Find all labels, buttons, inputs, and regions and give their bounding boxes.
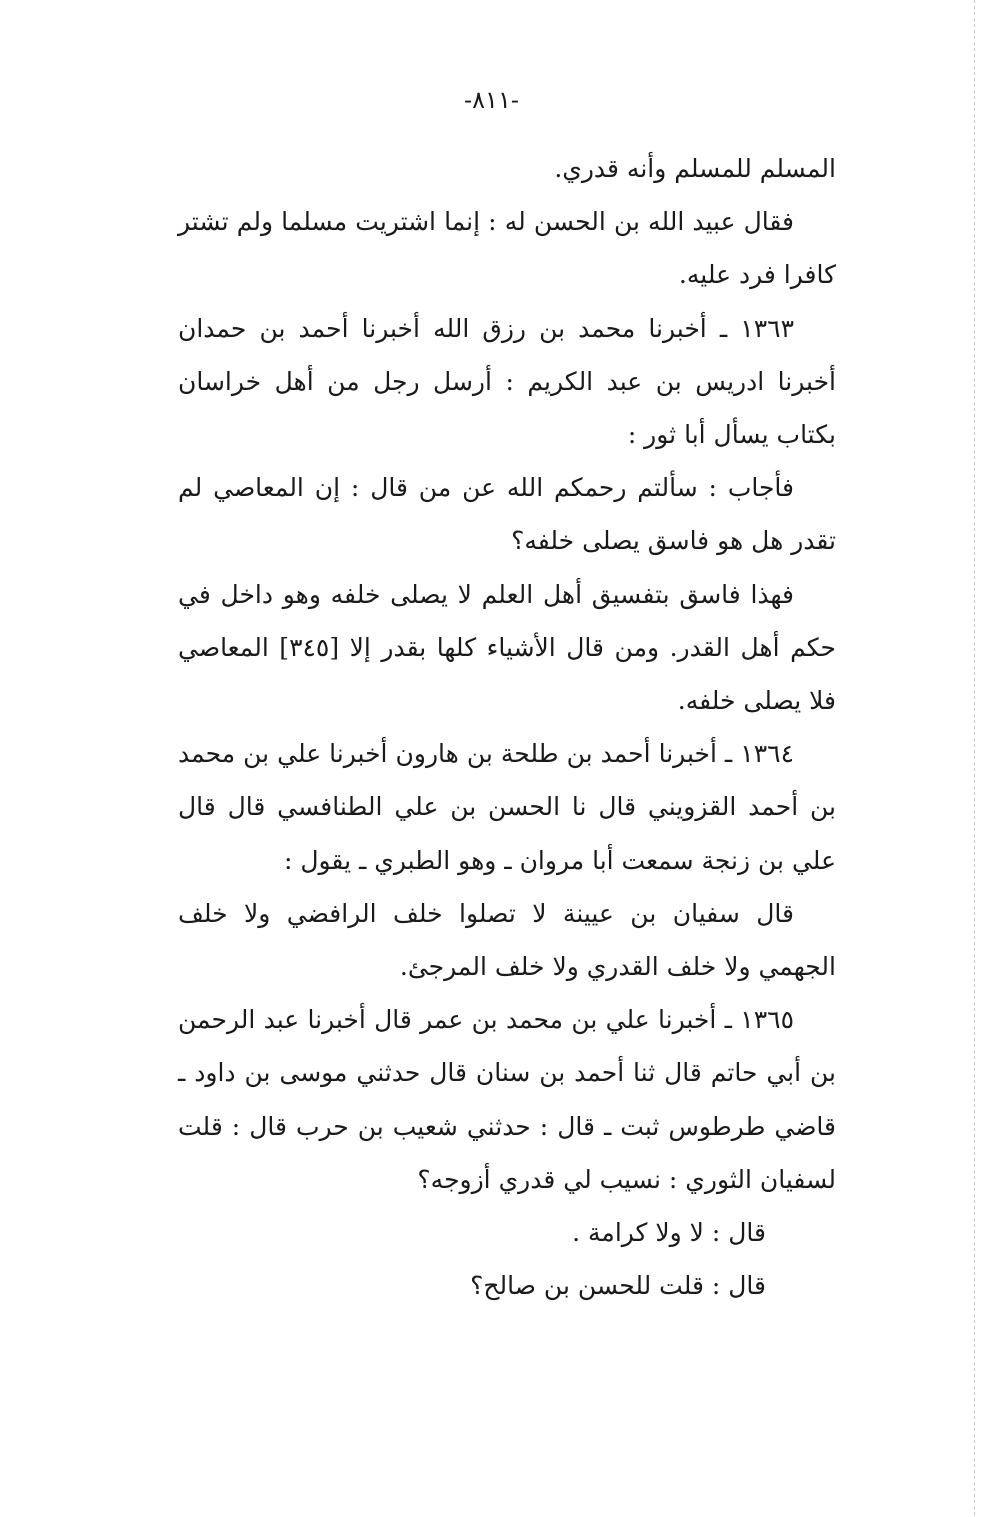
page-number: -٨١١- [464,86,519,114]
paragraph-9: قال : لا ولا كرامة . [572,1218,766,1248]
paragraph-6: ١٣٦٤ ـ أخبرنا أحمد بن طلحة بن هارون أخبرنا علي بن محمد بن أحمد القزويني قال نا الحسن بن علي الطنافسي قال قال علي بن زنجة سمعت أبا مروان ـ وهو الطبري ـ يقول : [178,739,836,875]
paragraph-7: قال سفيان بن عيينة لا تصلوا خلف الرافضي ولا خلف الجهمي ولا خلف القدري ولا خلف المرجئ. [178,898,836,982]
paragraph-3: ١٣٦٣ ـ أخبرنا محمد بن رزق الله أخبرنا أحمد بن حمدان أخبرنا ادريس بن عبد الكريم : أرسل رجل من أهل خراسان بكتاب يسأل أبا ثور : [178,313,836,450]
paragraph-1: المسلم للمسلم وأنه قدري. [554,154,836,183]
paragraph-8: ١٣٦٥ ـ أخبرنا علي بن محمد بن عمر قال أخبرنا عبد الرحمن بن أبي حاتم قال ثنا أحمد بن سنان قال حدثني موسى بن داود ـ قاضي طرطوس ثبت ـ قال : حدثني شعيب بن حرب قال : قلت لسفيان الثوري : نسيب لي قدري أزوجه؟ [178,1005,836,1194]
paragraph-4: فأجاب : سألتم رحمكم الله عن من قال : إن المعاصي لم تقدر هل هو فاسق يصلى خلفه؟ [178,473,836,556]
paragraph-5: فهذا فاسق بتفسيق أهل العلم لا يصلى خلفه وهو داخل في حكم أهل القدر. ومن قال الأشياء كلها بقدر إلا [٣٤٥] المعاصي فلا يصلى خلفه. [178,579,837,716]
paragraph-2: فقال عبيد الله بن الحسن له : إنما اشتريت مسلما ولم تشتر كافرا فرد عليه. [178,207,836,290]
page-edge-line [974,0,975,1517]
paragraph-10: قال : قلت للحسن بن صالح؟ [470,1271,766,1301]
body-text [178,142,836,1312]
